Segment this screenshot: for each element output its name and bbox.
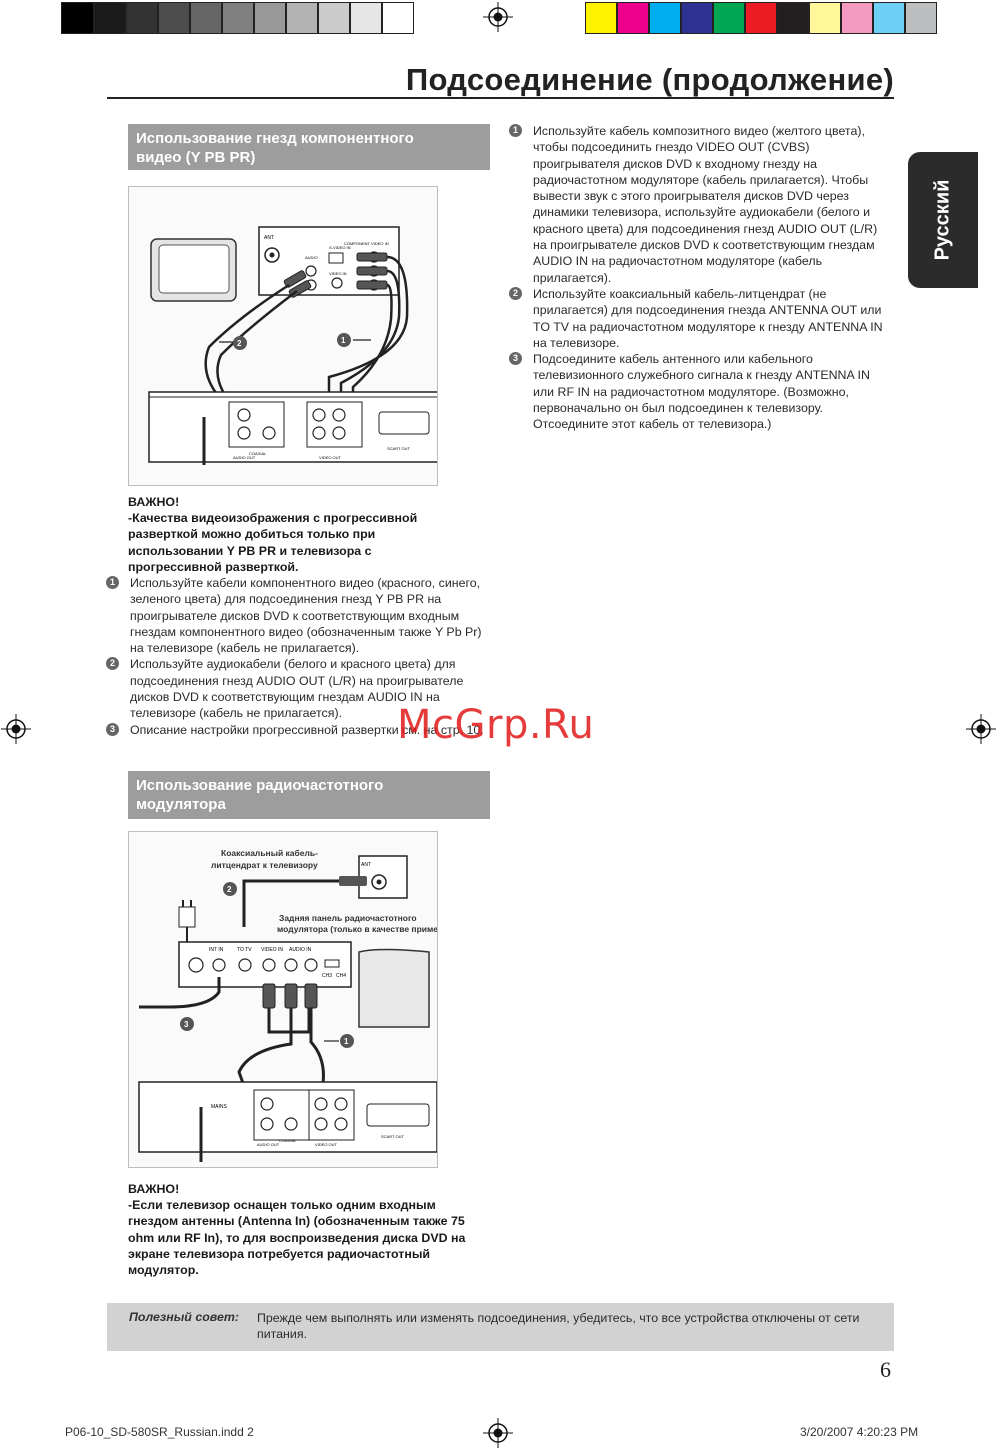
- coaxial-label: COAXIAL: [249, 451, 267, 456]
- gray-swatch: [61, 2, 94, 34]
- panel-label-line2: модулятора (только в качестве примера): [277, 924, 437, 934]
- footer-file: P06-10_SD-580SR_Russian.indd 2: [65, 1425, 254, 1439]
- step-number: 2: [106, 657, 119, 670]
- callout-1-icon: [324, 1034, 354, 1048]
- color-swatch: [905, 2, 937, 34]
- color-swatch: [617, 2, 649, 34]
- step-text: Используйте коаксиальный кабель-литцендрат (не прилагается) для подсоединения гнезда ANTENNA OUT или TO TV на радиочастотном модуляторе к гнезду ANTENNA IN на телевизоре.: [533, 286, 883, 350]
- coax-label-line2: литцендрат к телевизору: [211, 860, 318, 870]
- step-text: Подсоедините кабель антенного или кабельного телевизионного служебного сигнала к гнезду ANTENNA IN или RF IN на радиочастотном модуляторе. (Возможно, первоначально он был подсоединен к телевизору. Отсоедините этот кабель от телевизора.): [533, 352, 870, 432]
- language-tab: [908, 152, 978, 288]
- heading-line: модулятора: [136, 796, 226, 813]
- color-swatch: [777, 2, 809, 34]
- color-swatch: [809, 2, 841, 34]
- step-number: 3: [106, 723, 119, 736]
- gray-swatch: [126, 2, 158, 34]
- callout-3-number: 3: [184, 1020, 189, 1029]
- gray-swatch: [190, 2, 222, 34]
- tv-ant-label: ANT: [264, 235, 274, 241]
- callout-1-icon: [337, 333, 371, 347]
- color-swatch: [649, 2, 681, 34]
- scart-out-label: SCART OUT: [387, 446, 410, 451]
- tip-box: [107, 1303, 894, 1351]
- tip-label: Полезный совет:: [129, 1310, 239, 1324]
- coaxial-label: COAXIAL: [279, 1138, 297, 1143]
- step-number: 3: [509, 352, 522, 365]
- section-heading-rf-modulator: [128, 771, 490, 819]
- list-item: [106, 575, 491, 656]
- step-number: 2: [509, 287, 522, 300]
- coax-label-line1: Коаксиальный кабель-: [221, 848, 318, 858]
- footer-date: 3/20/2007 4:20:23 PM: [800, 1425, 919, 1439]
- gray-swatch: [94, 2, 126, 34]
- section-heading-component: [128, 124, 490, 170]
- registration-mark-icon: [483, 1418, 513, 1448]
- svideo-label: S-VIDEO IN: [329, 245, 351, 250]
- callout-2-number: 2: [227, 885, 232, 894]
- step-number: 1: [106, 576, 119, 589]
- rf-steps-list: [509, 123, 894, 433]
- list-item: [509, 351, 894, 432]
- int-in-label: INT IN: [209, 947, 224, 953]
- callout-2-number: 2: [237, 339, 242, 348]
- important-label: ВАЖНО!: [128, 1182, 180, 1196]
- ch4-label: CH4: [336, 973, 347, 979]
- callout-2-icon: [219, 336, 247, 350]
- gray-swatch: [350, 2, 382, 34]
- color-swatch: [681, 2, 713, 34]
- color-swatch: [713, 2, 745, 34]
- gray-swatch: [318, 2, 350, 34]
- watermark: McGrp.Ru: [397, 702, 595, 748]
- video-out-label: VIDEO OUT: [319, 455, 342, 460]
- heading-line: Использование радиочастотного: [136, 777, 384, 794]
- tv-ant-label: ANT: [361, 862, 371, 868]
- audio-label: AUDIO: [305, 255, 318, 260]
- heading-line: Использование гнезд компонентного: [136, 130, 414, 147]
- callout-2-icon: [223, 882, 237, 896]
- list-item: [509, 286, 894, 351]
- rf-modulator-diagram: [128, 831, 438, 1168]
- gray-swatch: [254, 2, 286, 34]
- color-swatch: [745, 2, 777, 34]
- tip-text: Прежде чем выполнять или изменять подсоединения, убедитесь, что все устройства отключены от сети питания.: [257, 1311, 860, 1341]
- video-out-label: VIDEO OUT: [315, 1142, 338, 1147]
- list-item: [509, 123, 894, 286]
- callout-1-number: 1: [344, 1037, 349, 1046]
- title-divider: [107, 97, 894, 99]
- callout-3-icon: [180, 1017, 194, 1031]
- step-text: Используйте кабель композитного видео (желтого цвета), чтобы подсоединить гнездо VIDEO OUT (CVBS) проигрывателя дисков DVD к входному гнезду на радиочастотном модуляторе (кабель прилагается). Чтобы вывести звук с этого проигрывателя дисков DVD через динамики телевизора, используйте аудиокабели (белого и красного цвета) для подсоединения гнезд AUDIO OUT (L/R) на проигрывателе дисков DVD к соответствующим гнездам AUDIO IN на радиочастотном модуляторе (кабель прилагается).: [533, 124, 878, 285]
- important-label: ВАЖНО!: [128, 495, 180, 509]
- mains-label: MAINS: [211, 1104, 227, 1110]
- scart-out-label: SCART OUT: [381, 1134, 404, 1139]
- language-tab-label: Русский: [931, 179, 954, 261]
- callout-1-number: 1: [341, 336, 346, 345]
- gray-swatch: [222, 2, 254, 34]
- video-in-label: VIDEO IN: [329, 271, 347, 276]
- to-tv-label: TO TV: [237, 947, 252, 953]
- step-text: Используйте аудиокабели (белого и красного цвета) для подсоединения гнезд AUDIO OUT (L/R) на проигрывателе дисков DVD к соответствующим гнездам AUDIO IN на телевизоре (кабель не прилагается).: [130, 657, 464, 721]
- important-note: -Качества видеоизображения с прогрессивной разверткой можно добиться только при использовании Y PB PR и телевизора с прогрессивной разверткой.: [128, 511, 418, 574]
- gray-swatch: [158, 2, 190, 34]
- step-text: Используйте кабели компонентного видео (красного, синего, зеленого цвета) для подсоединения гнезд Y PB PR на проигрывателе дисков DVD к соответствующим входным гнездам компонентного видео (обозначенным также Y Pb Pr) на телевизоре (кабель не прилагается).: [130, 576, 482, 656]
- page-title: Подсоединение (продолжение): [405, 62, 894, 97]
- color-swatch: [585, 2, 617, 34]
- registration-mark-icon: [483, 2, 513, 32]
- registration-mark-icon: [1, 714, 31, 744]
- panel-label-line1: Задняя панель радиочастотного: [279, 913, 417, 923]
- color-swatch: [841, 2, 873, 34]
- component-label: COMPONENT VIDEO IN: [344, 241, 389, 246]
- audio-out-label: AUDIO OUT: [233, 455, 256, 460]
- component-diagram-svg: [129, 187, 437, 485]
- rf-diagram-svg: [129, 832, 437, 1167]
- component-connection-diagram: [128, 186, 438, 486]
- gray-swatch: [382, 2, 414, 34]
- step-text: Описание настройки прогрессивной развертки см. на стр. 10.: [130, 722, 484, 737]
- color-swatch: [873, 2, 905, 34]
- important-note: -Если телевизор оснащен только одним входным гнездом антенны (Antenna In) (обозначенным также 75 ohm или RF In), то для воспроизведения диска DVD на экране телевизора потребуется радиочастотный модулятор.: [128, 1198, 466, 1278]
- audio-in-label: AUDIO IN: [289, 947, 312, 953]
- step-number: 1: [509, 124, 522, 137]
- audio-out-label: AUDIO OUT: [257, 1142, 280, 1147]
- video-in-label: VIDEO IN: [261, 947, 283, 953]
- gray-swatch: [286, 2, 318, 34]
- ch3-label: CH3: [322, 973, 333, 979]
- heading-line: видео (Y PB PR): [136, 149, 256, 166]
- page-number: 6: [880, 1357, 891, 1382]
- registration-mark-icon: [966, 714, 996, 744]
